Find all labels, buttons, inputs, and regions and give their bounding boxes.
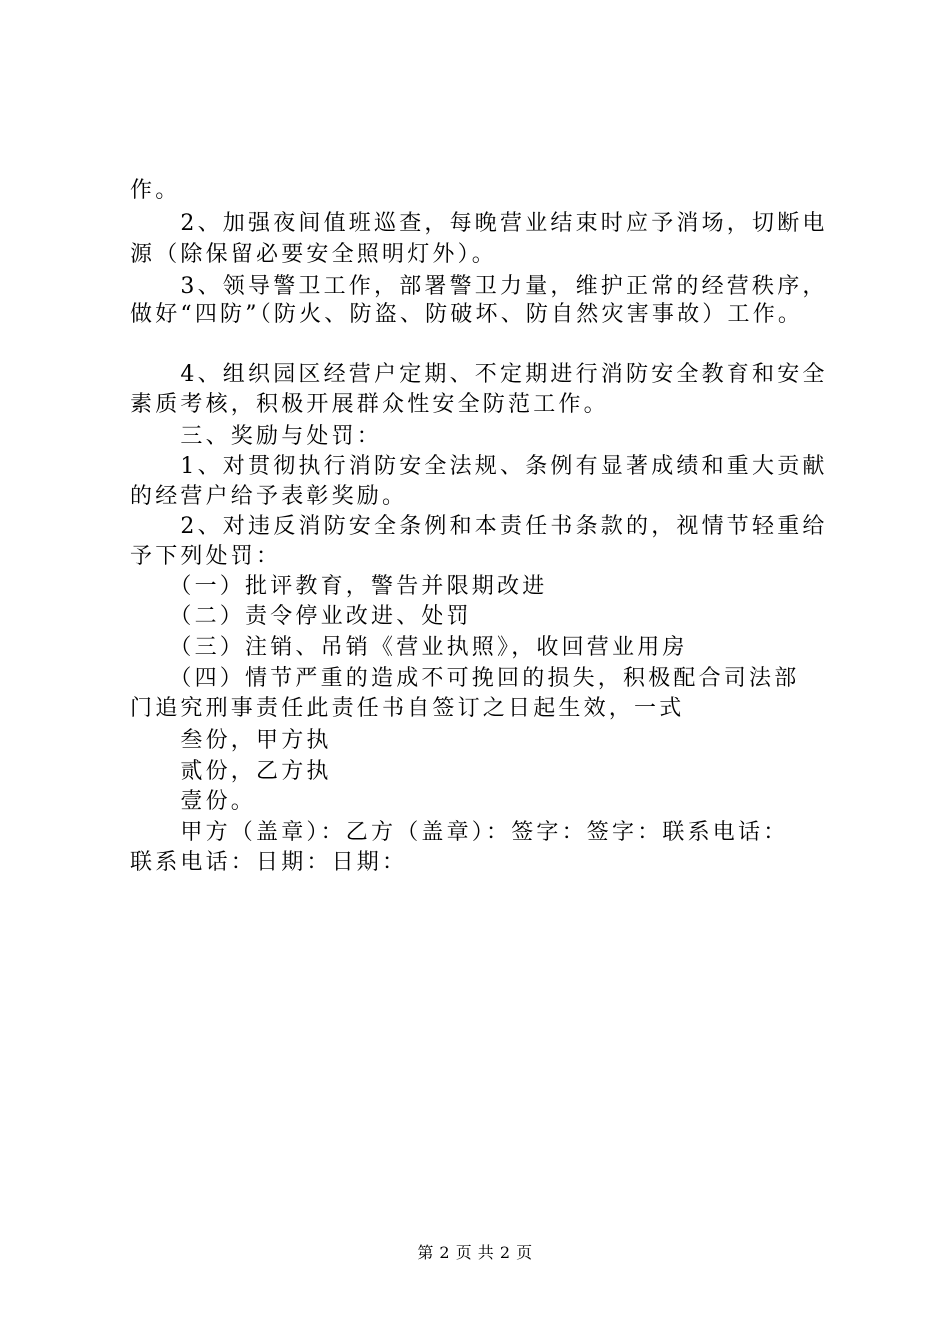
text-line: 素质考核，积极开展群众性安全防范工作。 — [130, 392, 609, 417]
signature-line: 联系电话：日期：日期： — [130, 850, 408, 875]
list-item: （二）责令停业改进、处罚 — [130, 604, 472, 629]
text-line: 2、对违反消防安全条例和本责任书条款的，视情节轻重给 — [130, 514, 828, 539]
text-line: 壹份。 — [130, 789, 257, 814]
text-line: 贰份，乙方执 — [130, 759, 332, 784]
text-line: 4、组织园区经营户定期、不定期进行消防安全教育和安全 — [130, 362, 828, 387]
signature-line: 甲方（盖章）：乙方（盖章）：签字：签字：联系电话： — [130, 820, 789, 845]
list-item: （三）注销、吊销《营业执照》，收回营业用房 — [130, 635, 688, 660]
text-line: 的经营户给予表彰奖励。 — [130, 484, 408, 509]
text-line: 作。 — [130, 178, 181, 203]
text-line: 1、对贯彻执行消防安全法规、条例有显著成绩和重大贡献 — [130, 454, 828, 479]
text-line: 3、领导警卫工作，部署警卫力量，维护正常的经营秩序， — [130, 274, 828, 299]
list-item: （四）情节严重的造成不可挽回的损失，积极配合司法部 — [130, 666, 800, 691]
text-line: 做好“四防”（防火、防盗、防破坏、防自然灾害事故）工作。 — [130, 302, 804, 327]
text-line: 予下列处罚： — [130, 544, 282, 569]
section-heading: 三、奖励与处罚： — [130, 424, 383, 449]
page-number: 第 2 页 共 2 页 — [417, 1243, 533, 1262]
text-line: 2、加强夜间值班巡查，每晚营业结束时应予消场，切断电 — [130, 211, 828, 236]
text-line: 源（除保留必要安全照明灯外）。 — [130, 242, 498, 267]
text-line: 叁份，甲方执 — [130, 728, 332, 753]
text-line: 门追究刑事责任此责任书自签订之日起生效，一式 — [130, 696, 685, 721]
list-item: （一）批评教育，警告并限期改进 — [130, 574, 548, 599]
